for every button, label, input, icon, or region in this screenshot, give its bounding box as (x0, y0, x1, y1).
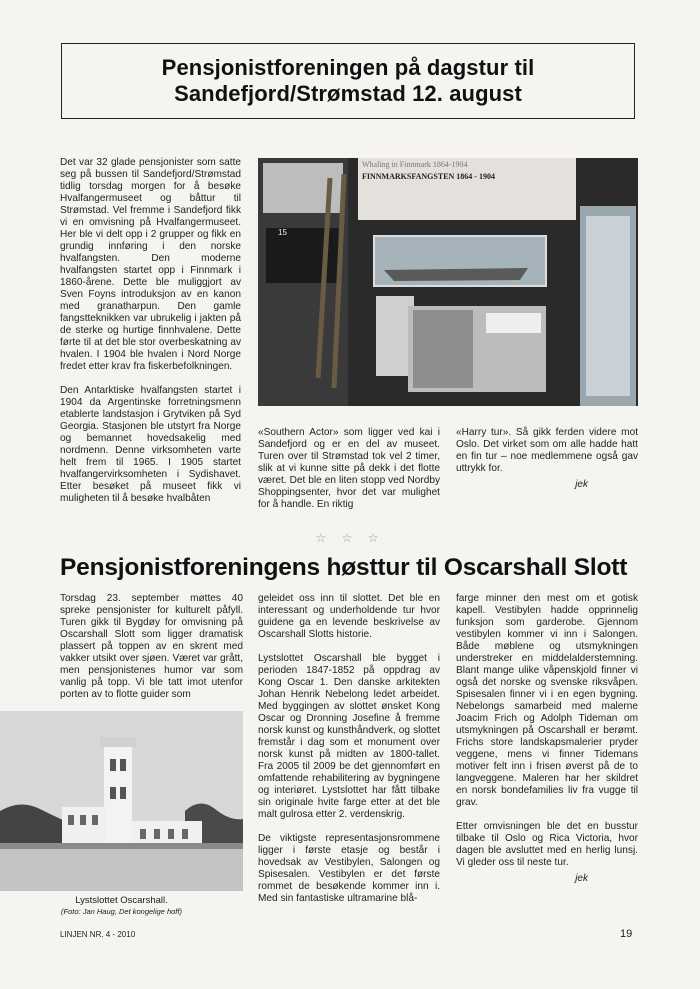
article1-headline-box (61, 43, 635, 119)
whaling-museum-photo (258, 158, 638, 406)
footer-issue: LINJEN NR. 4 - 2010 (60, 930, 136, 939)
article1-column-3 (456, 427, 638, 491)
article1-paragraph: Den Antarktiske hvalfangsten startet i 1904 da Argentinske forretningsmenn etablerte landstasjon i Grytviken på Syd Georgia. Stasjonen ble utstyrt fra Norge og bemannet hovedsakelig med nordmenn. Denne virksomheten varte helt frem til 1965. I 1905 startet hvalfangervirksomheten i Sydishavet. Etter besøket på museet fikk vi muligheten til å besøke hvalbåten (60, 385, 241, 504)
oscarshall-caption-credit: (Foto: Jan Haug, Det kongelige hoff) (61, 907, 182, 916)
article1-signature: jek (575, 479, 588, 490)
article2-column-3 (456, 593, 638, 885)
section-separator-stars: ☆ ☆ ☆ (315, 531, 385, 545)
article1-paragraph: Det var 32 glade pensjonister som satte seg på bussen til Sandefjord/Strømstad tidlig torsdag morgen for å besøke Hvalfangermuseet og båttur til Strømstad. Vel fremme i Sandefjord fikk vi en omvisning på Hvalfangermuseet. Her ble vi delt opp i 2 grupper og fikk en grundig innføring i den norske hvalfangsten. Den moderne hvalfangsten startet opp i Finnmark i 1860-årene. Dette ble muliggjort av Sven Foyns introduksjon av en kanon med granatharpun. Den gamle fangstteknikken var ubrukelig i jakten på de sterke og hurtige finnhvalene. Dette førte til at det ble stor overbeskatning av hvalen. I 1904 ble hvalen i Nord Norge fredet etter krav fra fiskerbefolkningen. (60, 157, 241, 372)
photo-panel-number: 15 (278, 228, 287, 237)
article2-paragraph: Torsdag 23. september møttes 40 spreke pensjonister for kulturelt påfyll. Turen gikk til Bygdøy for omvisning på Oscarshall Slott som ligger dramatisk plassert på toppen av en skrent med vakker utsikt over sjøen. Været var grått, men pensjonistenes humor var som vanlig på topp. Vi ble tatt imot utenfor porten av to flotte guider som (60, 593, 243, 700)
article1-paragraph: «Southern Actor» som ligger ved kai i Sandefjord og er en del av museet. Turen over til Strømstad tok vel 2 timer, slik at vi kunne sitte på dekk i det flotte været. Det ble en liten stopp ved Nordby Shoppingsenter, hvor det var mulighet for å handle. En riktig (258, 427, 440, 510)
article2-paragraph: De viktigste representasjonsrommene ligger i første etasje og består i hovedsak av Vestibylen, Salongen og Spisesalen. Vestibylen er det første rommet de besøkende kommer inn i. Med sin fantastiske ultramarine blå- (258, 833, 440, 904)
article2-title: Pensjonistforeningens høsttur til Oscarshall Slott (60, 554, 628, 581)
article2-paragraph: Etter omvisningen ble det en busstur tilbake til Oslo og Rica Victoria, hvor dagen ble avsluttet med en herlig lunsj. Vi gleder oss til neste tur. (456, 821, 638, 868)
oscarshall-caption-title: Lystslottet Oscarshall. (75, 895, 168, 906)
article2-paragraph: geleidet oss inn til slottet. Det ble en interessant og underholdende tur hvor guidene ga en levende beskrivelse av Oscarshall Slotts historie. (258, 593, 440, 640)
article2-paragraph: farge minner den mest om et gotisk kapell. Vestibylen hadde opprinnelig funksjon som garderobe. Gjennom vestibylen kommer vi inn i Salongen. Både møblene og utsmykningen understreker en middelalderstemning. Blant mange ulike våpenskjold finner vi også det norske og svenske riksvåpen. Spisesalen finner vi i en egen bygning. Nebelongs samarbeid med malerne Joacim Frich og Adolph Tideman om utsmykningen på Oscarshall er berømt. Frichs store landskapsmalerier pryder veggene, mens vi finner Tidemans motiver felt inn i frisen øverst på de to langveggene. Maleren har her skildret en norsk bondefamilies liv fra vugge til grav. (456, 593, 638, 808)
photo-banner-big: FINNMARKSFANGSTEN 1864 - 1904 (362, 172, 495, 181)
article1-title-line1: Pensjonistforeningen på dagstur til (161, 55, 535, 80)
article2-column-2 (258, 593, 440, 917)
article2-column-1 (60, 593, 243, 713)
oscarshall-photo (0, 711, 243, 891)
whaling-museum-photo-graphic (258, 158, 638, 406)
oscarshall-photo-graphic (0, 711, 243, 891)
article1-column-2 (258, 427, 440, 523)
article2-signature: jek (575, 873, 588, 884)
photo-banner-small: Whaling in Finnmark 1864-1904 (362, 160, 468, 169)
article1-paragraph: «Harry tur». Så gikk ferden videre mot Oslo. Det virket som om alle hadde hatt en fin tur – noe medlemmene også gav uttrykk for. (456, 427, 638, 474)
oscarshall-caption-block (0, 895, 243, 917)
article1-column-1 (60, 157, 241, 517)
page-number: 19 (620, 928, 633, 940)
article1-title-line2: Sandefjord/Strømstad 12. august (174, 81, 522, 106)
article2-paragraph: Lystslottet Oscarshall ble bygget i perioden 1847-1852 på oppdrag av Kong Oscar 1. Den danske arkitekten Johan Henrik Nebelong ledet arbeidet. Med byggingen av slottet ønsket Kong Oscar og Dronning Josefine å fremme norsk kunst og kunsthåndverk, og slottet fremstår i dag som et monument over norsk kunst på midten av 1800-tallet. Fra 2005 til 2009 be det gjennomført en omfattende rehabilitering av bygningene og interiøret. Lystslottet har fått tilbake sin originale hvite farge etter at det ble malt gulrosa etter 2. verdenskrig. (258, 653, 440, 820)
